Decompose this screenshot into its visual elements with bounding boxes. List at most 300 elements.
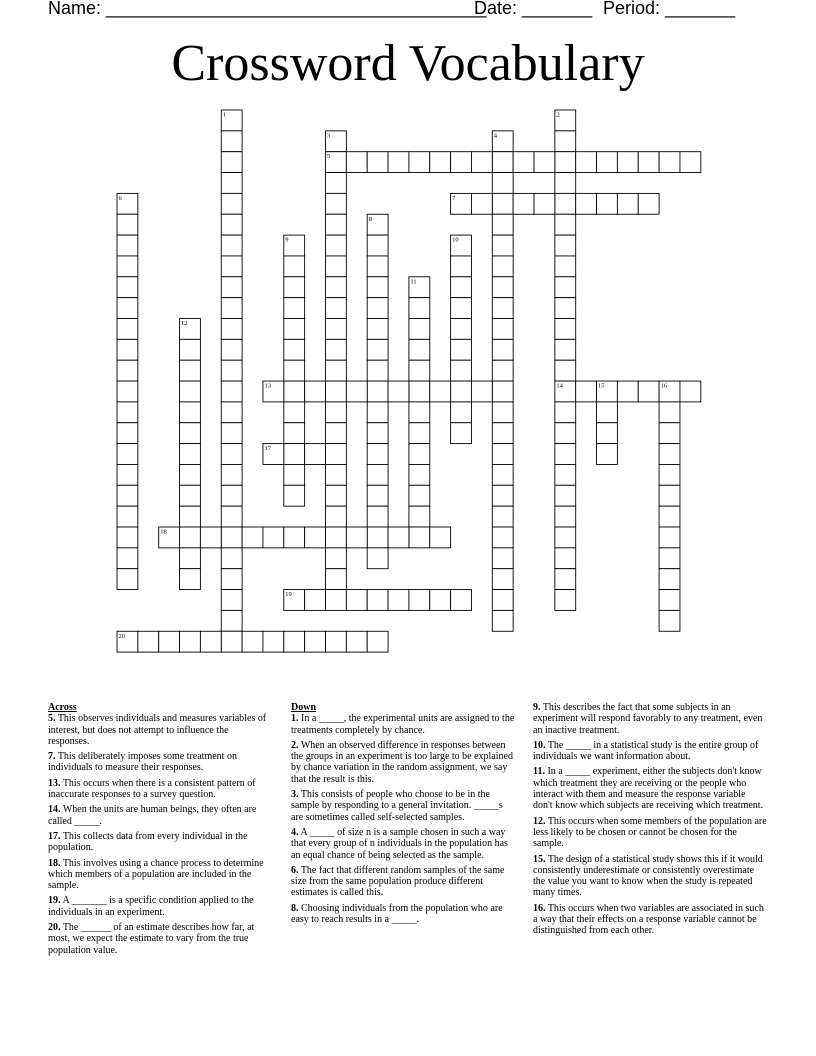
grid-cell[interactable]: [471, 193, 492, 214]
grid-cell[interactable]: [492, 548, 513, 569]
grid-cell[interactable]: [221, 131, 242, 152]
clue-text: The design of a statistical study shows this if it would consistently underestimate or consistently overestimate the value you want to know when the study is repeated many times.: [533, 853, 763, 899]
grid-cell[interactable]: [367, 402, 388, 423]
grid-cell[interactable]: [555, 319, 576, 340]
clue-item: [533, 854, 767, 899]
grid-cell[interactable]: [326, 402, 347, 423]
grid-cell[interactable]: [326, 381, 347, 402]
grid-cell[interactable]: [555, 193, 576, 214]
grid-cell[interactable]: [659, 548, 680, 569]
clue-text: This describes the fact that some subjects in an experiment will respond favorably to any treatment, even an inactive treatment.: [533, 702, 763, 736]
grid-cell[interactable]: [409, 590, 430, 611]
grid-cell[interactable]: [326, 631, 347, 652]
grid-cell[interactable]: [326, 173, 347, 194]
grid-cell[interactable]: [471, 152, 492, 173]
grid-cell[interactable]: [555, 402, 576, 423]
grid-cell[interactable]: [284, 444, 305, 465]
grid-cell[interactable]: [117, 402, 138, 423]
clue-item: [48, 922, 272, 956]
grid-cell[interactable]: [117, 277, 138, 298]
grid-cell[interactable]: [284, 277, 305, 298]
grid-cell[interactable]: [117, 381, 138, 402]
grid-cell[interactable]: [326, 339, 347, 360]
grid-cell[interactable]: [451, 298, 472, 319]
grid-cell[interactable]: [221, 464, 242, 485]
grid-cell[interactable]: [117, 235, 138, 256]
grid-cell[interactable]: [555, 548, 576, 569]
clue-number-label: 7: [452, 194, 456, 202]
grid-cell[interactable]: [388, 381, 409, 402]
grid-cell[interactable]: [367, 485, 388, 506]
grid-cell[interactable]: [221, 402, 242, 423]
grid-cell[interactable]: [492, 590, 513, 611]
grid-cell[interactable]: [409, 464, 430, 485]
grid-cell[interactable]: [221, 506, 242, 527]
grid-cell[interactable]: [409, 485, 430, 506]
grid-cell[interactable]: [221, 590, 242, 611]
grid-cell[interactable]: [346, 527, 367, 548]
grid-cell[interactable]: [659, 485, 680, 506]
grid-cell[interactable]: [659, 506, 680, 527]
clue-item: [48, 778, 272, 801]
grid-cell[interactable]: [451, 277, 472, 298]
grid-cell[interactable]: [367, 506, 388, 527]
grid-cell[interactable]: [221, 548, 242, 569]
grid-cell[interactable]: [492, 381, 513, 402]
grid-cell[interactable]: [451, 256, 472, 277]
grid-cell[interactable]: [221, 339, 242, 360]
grid-cell[interactable]: [430, 381, 451, 402]
grid-cell[interactable]: [659, 610, 680, 631]
grid-cell[interactable]: [284, 360, 305, 381]
clue-item: [533, 740, 767, 763]
grid-cell[interactable]: [492, 527, 513, 548]
grid-cell[interactable]: [221, 360, 242, 381]
grid-cell[interactable]: [180, 506, 201, 527]
grid-cell[interactable]: [117, 298, 138, 319]
grid-cell[interactable]: [367, 527, 388, 548]
grid-cell[interactable]: [555, 423, 576, 444]
grid-cell[interactable]: [451, 381, 472, 402]
clue-number-label: 5: [327, 153, 331, 161]
grid-cell[interactable]: [576, 381, 597, 402]
grid-cell[interactable]: [534, 152, 555, 173]
clue-text: A _____ of size n is a sample chosen in such a way that every group of n individuals in the population has an equal chance of being selected as the sample.: [291, 826, 508, 861]
grid-cell[interactable]: [180, 402, 201, 423]
grid-cell[interactable]: [451, 360, 472, 381]
grid-cell[interactable]: [305, 381, 326, 402]
grid-cell[interactable]: [221, 610, 242, 631]
grid-cell[interactable]: [284, 402, 305, 423]
clue-text: This observes individuals and measures variables of interest, but does not attempt to influence the responses.: [48, 713, 267, 747]
grid-cell[interactable]: [492, 339, 513, 360]
grid-cell[interactable]: [117, 256, 138, 277]
clue-item: [291, 789, 515, 823]
grid-cell[interactable]: [367, 381, 388, 402]
clue-item: [291, 903, 515, 926]
grid-cell[interactable]: [180, 527, 201, 548]
grid-cell[interactable]: [326, 527, 347, 548]
grid-cell[interactable]: [388, 527, 409, 548]
grid-cell[interactable]: [492, 464, 513, 485]
clue-item: [533, 903, 767, 937]
grid-cell[interactable]: [451, 402, 472, 423]
grid-cell[interactable]: [200, 631, 221, 652]
grid-cell[interactable]: [305, 527, 326, 548]
grid-cell[interactable]: [555, 131, 576, 152]
clue-text: In a _____, the experimental units are assigned to the treatments completely by chance.: [291, 713, 515, 736]
grid-cell[interactable]: [659, 464, 680, 485]
grid-cell[interactable]: [284, 631, 305, 652]
grid-cell[interactable]: [180, 423, 201, 444]
grid-cell[interactable]: [367, 319, 388, 340]
grid-cell[interactable]: [117, 423, 138, 444]
grid-cell[interactable]: [326, 319, 347, 340]
grid-cell[interactable]: [117, 506, 138, 527]
clue-text: This occurs when two variables are associated in such a way that their effects on a response variable cannot be distinguished from each other.: [533, 902, 764, 937]
grid-cell[interactable]: [221, 423, 242, 444]
clue-item: [291, 740, 515, 785]
grid-cell[interactable]: [492, 152, 513, 173]
grid-cell[interactable]: [326, 214, 347, 235]
grid-cell[interactable]: [367, 464, 388, 485]
clue-number-label: 14: [556, 382, 563, 390]
grid-cell[interactable]: [180, 569, 201, 590]
grid-cell[interactable]: [305, 444, 326, 465]
grid-cell[interactable]: [492, 173, 513, 194]
grid-cell[interactable]: [221, 298, 242, 319]
grid-cell[interactable]: [326, 193, 347, 214]
date-field[interactable]: Date: _______: [474, 0, 593, 18]
clue-number-label: 6: [118, 194, 122, 202]
grid-cell[interactable]: [326, 485, 347, 506]
grid-cell[interactable]: [555, 444, 576, 465]
grid-cell[interactable]: [617, 193, 638, 214]
grid-cell[interactable]: [326, 298, 347, 319]
name-field[interactable]: Name: ______________________________________: [48, 0, 487, 18]
clue-number: 7.: [48, 751, 56, 763]
grid-cell[interactable]: [367, 423, 388, 444]
grid-cell[interactable]: [617, 381, 638, 402]
clue-number-label: 10: [452, 236, 459, 244]
grid-cell[interactable]: [492, 610, 513, 631]
grid-cell[interactable]: [409, 444, 430, 465]
clue-text: This involves using a chance process to determine which members of a population are included in the sample.: [48, 857, 264, 892]
grid-cell[interactable]: [409, 423, 430, 444]
grid-cell[interactable]: [367, 152, 388, 173]
grid-cell[interactable]: [221, 193, 242, 214]
clue-text: This consists of people who choose to be in the sample by responding to a general invitation. _____s are sometimes called self-selected samples.: [291, 789, 503, 823]
grid-cell[interactable]: [180, 464, 201, 485]
clue-item: [48, 751, 272, 774]
clue-number: 13.: [48, 777, 61, 789]
grid-cell[interactable]: [492, 423, 513, 444]
grid-cell[interactable]: [492, 277, 513, 298]
grid-cell[interactable]: [638, 152, 659, 173]
grid-cell[interactable]: [117, 319, 138, 340]
grid-cell[interactable]: [492, 360, 513, 381]
grid-cell[interactable]: [409, 506, 430, 527]
down-heading: Down: [291, 702, 317, 713]
clue-number: 9.: [533, 702, 541, 713]
grid-cell[interactable]: [367, 235, 388, 256]
grid-cell[interactable]: [555, 485, 576, 506]
grid-cell[interactable]: [221, 527, 242, 548]
grid-cell[interactable]: [263, 527, 284, 548]
grid-cell[interactable]: [367, 360, 388, 381]
clue-item: [48, 713, 272, 747]
grid-cell[interactable]: [492, 506, 513, 527]
grid-cell[interactable]: [430, 527, 451, 548]
clue-text: In a _____ experiment, either the subjects don't know which treatment they are receiving or the people who interact with them and measure the response variable don't know which subjects are receiving which treatment.: [533, 766, 764, 812]
grid-cell[interactable]: [284, 256, 305, 277]
grid-cell[interactable]: [430, 590, 451, 611]
grid-cell[interactable]: [409, 152, 430, 173]
clue-number: 1.: [291, 713, 299, 725]
grid-cell[interactable]: [200, 527, 221, 548]
grid-cell[interactable]: [409, 402, 430, 423]
grid-cell[interactable]: [326, 235, 347, 256]
grid-cell[interactable]: [221, 235, 242, 256]
grid-cell[interactable]: [409, 360, 430, 381]
grid-cell[interactable]: [409, 319, 430, 340]
clue-number: 2.: [291, 739, 299, 751]
grid-cell[interactable]: [680, 381, 701, 402]
grid-cell[interactable]: [221, 319, 242, 340]
clue-item: [291, 827, 515, 861]
grid-cell[interactable]: [180, 631, 201, 652]
grid-cell[interactable]: [659, 152, 680, 173]
grid-cell[interactable]: [555, 298, 576, 319]
grid-cell[interactable]: [492, 569, 513, 590]
grid-cell[interactable]: [617, 152, 638, 173]
grid-cell[interactable]: [555, 506, 576, 527]
clue-item: [533, 766, 767, 811]
grid-cell[interactable]: [159, 631, 180, 652]
grid-cell[interactable]: [659, 402, 680, 423]
grid-cell[interactable]: [597, 444, 618, 465]
grid-cell[interactable]: [221, 485, 242, 506]
grid-cell[interactable]: [326, 256, 347, 277]
grid-cell[interactable]: [326, 569, 347, 590]
down-clues: [291, 702, 515, 929]
page-title: Crossword Vocabulary: [171, 35, 645, 92]
grid-cell[interactable]: [492, 444, 513, 465]
clue-number-label: 18: [160, 528, 167, 536]
grid-cell[interactable]: [117, 444, 138, 465]
grid-cell[interactable]: [117, 569, 138, 590]
grid-cell[interactable]: [597, 402, 618, 423]
grid-cell[interactable]: [367, 548, 388, 569]
grid-cell[interactable]: [597, 193, 618, 214]
grid-cell[interactable]: [576, 193, 597, 214]
grid-cell[interactable]: [367, 590, 388, 611]
clue-number: 5.: [48, 713, 56, 725]
grid-cell[interactable]: [326, 360, 347, 381]
clue-number: 18.: [48, 857, 61, 869]
grid-cell[interactable]: [555, 256, 576, 277]
grid-cell[interactable]: [180, 339, 201, 360]
grid-cell[interactable]: [388, 152, 409, 173]
clue-number-label: 15: [598, 382, 605, 390]
grid-cell[interactable]: [284, 464, 305, 485]
grid-cell[interactable]: [659, 444, 680, 465]
clue-number: 14.: [48, 804, 61, 816]
grid-cell[interactable]: [221, 173, 242, 194]
grid-cell[interactable]: [326, 464, 347, 485]
clue-number-label: 9: [285, 236, 289, 244]
grid-cell[interactable]: [284, 485, 305, 506]
grid-cell[interactable]: [409, 298, 430, 319]
grid-cell[interactable]: [513, 193, 534, 214]
grid-cell[interactable]: [492, 214, 513, 235]
grid-cell[interactable]: [284, 527, 305, 548]
grid-cell[interactable]: [326, 590, 347, 611]
grid-cell[interactable]: [180, 485, 201, 506]
grid-cell[interactable]: [367, 339, 388, 360]
grid-cell[interactable]: [305, 590, 326, 611]
grid-cell[interactable]: [555, 214, 576, 235]
grid-cell[interactable]: [180, 444, 201, 465]
grid-cell[interactable]: [555, 464, 576, 485]
clue-number-label: 11: [410, 278, 417, 286]
clue-number: 19.: [48, 895, 61, 907]
grid-cell[interactable]: [305, 631, 326, 652]
grid-cell[interactable]: [180, 381, 201, 402]
grid-cell[interactable]: [284, 319, 305, 340]
grid-cell[interactable]: [221, 277, 242, 298]
grid-cell[interactable]: [555, 527, 576, 548]
clue-text: The _____ in a statistical study is the entire group of individuals we want information about.: [533, 739, 759, 763]
clue-text: When an observed difference in responses between the groups in an experiment is too large to be explained by chance variation in the random assignment, we say that the result is this.: [291, 739, 513, 785]
grid-cell[interactable]: [555, 152, 576, 173]
grid-cell[interactable]: [284, 381, 305, 402]
grid-cell[interactable]: [346, 631, 367, 652]
grid-cell[interactable]: [638, 193, 659, 214]
grid-cell[interactable]: [576, 152, 597, 173]
grid-cell[interactable]: [367, 298, 388, 319]
grid-cell[interactable]: [555, 360, 576, 381]
grid-cell[interactable]: [388, 590, 409, 611]
grid-cell[interactable]: [367, 256, 388, 277]
grid-cell[interactable]: [117, 548, 138, 569]
grid-cell[interactable]: [451, 152, 472, 173]
grid-cell[interactable]: [367, 631, 388, 652]
grid-cell[interactable]: [346, 590, 367, 611]
grid-cell[interactable]: [221, 381, 242, 402]
grid-cell[interactable]: [680, 152, 701, 173]
grid-cell[interactable]: [221, 631, 242, 652]
grid-cell[interactable]: [242, 631, 263, 652]
grid-cell[interactable]: [555, 590, 576, 611]
grid-cell[interactable]: [492, 235, 513, 256]
grid-cell[interactable]: [555, 173, 576, 194]
clue-number-label: 17: [264, 445, 271, 453]
grid-cell[interactable]: [221, 256, 242, 277]
grid-cell[interactable]: [451, 339, 472, 360]
grid-cell[interactable]: [409, 527, 430, 548]
grid-cell[interactable]: [597, 152, 618, 173]
grid-cell[interactable]: [492, 298, 513, 319]
grid-cell[interactable]: [471, 381, 492, 402]
grid-cell[interactable]: [180, 360, 201, 381]
grid-cell[interactable]: [326, 506, 347, 527]
grid-cell[interactable]: [221, 152, 242, 173]
grid-cell[interactable]: [367, 277, 388, 298]
grid-cell[interactable]: [263, 631, 284, 652]
grid-cell[interactable]: [659, 423, 680, 444]
grid-cell[interactable]: [492, 485, 513, 506]
clue-text: Choosing individuals from the population who are easy to reach results in a _____.: [291, 902, 503, 926]
grid-cell[interactable]: [221, 214, 242, 235]
grid-cell[interactable]: [430, 152, 451, 173]
grid-cell[interactable]: [117, 464, 138, 485]
grid-cell[interactable]: [451, 590, 472, 611]
grid-cell[interactable]: [534, 193, 555, 214]
grid-cell[interactable]: [346, 381, 367, 402]
grid-cell[interactable]: [409, 381, 430, 402]
grid-cell[interactable]: [326, 277, 347, 298]
grid-cell[interactable]: [117, 485, 138, 506]
grid-cell[interactable]: [555, 569, 576, 590]
grid-cell[interactable]: [284, 423, 305, 444]
grid-cell[interactable]: [117, 339, 138, 360]
grid-cell[interactable]: [492, 319, 513, 340]
grid-cell[interactable]: [659, 569, 680, 590]
grid-cell[interactable]: [451, 423, 472, 444]
grid-cell[interactable]: [326, 444, 347, 465]
clue-number: 6.: [291, 864, 299, 876]
grid-cell[interactable]: [346, 152, 367, 173]
grid-cell[interactable]: [326, 423, 347, 444]
grid-cell[interactable]: [326, 548, 347, 569]
clue-text: This collects data from every individual in the population.: [48, 830, 248, 854]
period-field[interactable]: Period: _______: [603, 0, 736, 18]
grid-cell[interactable]: [138, 631, 159, 652]
grid-cell[interactable]: [659, 527, 680, 548]
grid-cell[interactable]: [555, 339, 576, 360]
clue-number-label: 2: [556, 111, 560, 119]
clue-number: 10.: [533, 739, 546, 751]
grid-cell[interactable]: [659, 590, 680, 611]
grid-cell[interactable]: [221, 569, 242, 590]
grid-cell[interactable]: [492, 256, 513, 277]
grid-cell[interactable]: [284, 339, 305, 360]
grid-cell[interactable]: [221, 444, 242, 465]
grid-cell[interactable]: [284, 298, 305, 319]
grid-cell[interactable]: [555, 235, 576, 256]
grid-cell[interactable]: [117, 214, 138, 235]
clue-number: 17.: [48, 830, 61, 842]
grid-cell[interactable]: [180, 548, 201, 569]
grid-cell[interactable]: [117, 360, 138, 381]
clue-text: The ______ of an estimate describes how far, at most, we expect the estimate to vary from the true population value.: [48, 922, 255, 956]
grid-cell[interactable]: [367, 444, 388, 465]
grid-cell[interactable]: [597, 423, 618, 444]
grid-cell[interactable]: [513, 152, 534, 173]
clue-number: 15.: [533, 853, 546, 865]
grid-cell[interactable]: [409, 339, 430, 360]
grid-cell[interactable]: [492, 193, 513, 214]
grid-cell[interactable]: [555, 277, 576, 298]
grid-cell[interactable]: [117, 527, 138, 548]
clue-number: 8.: [291, 902, 299, 914]
grid-cell[interactable]: [492, 402, 513, 423]
grid-cell[interactable]: [638, 381, 659, 402]
grid-cell[interactable]: [242, 527, 263, 548]
grid-cell[interactable]: [451, 319, 472, 340]
clue-number-label: 3: [327, 132, 331, 140]
